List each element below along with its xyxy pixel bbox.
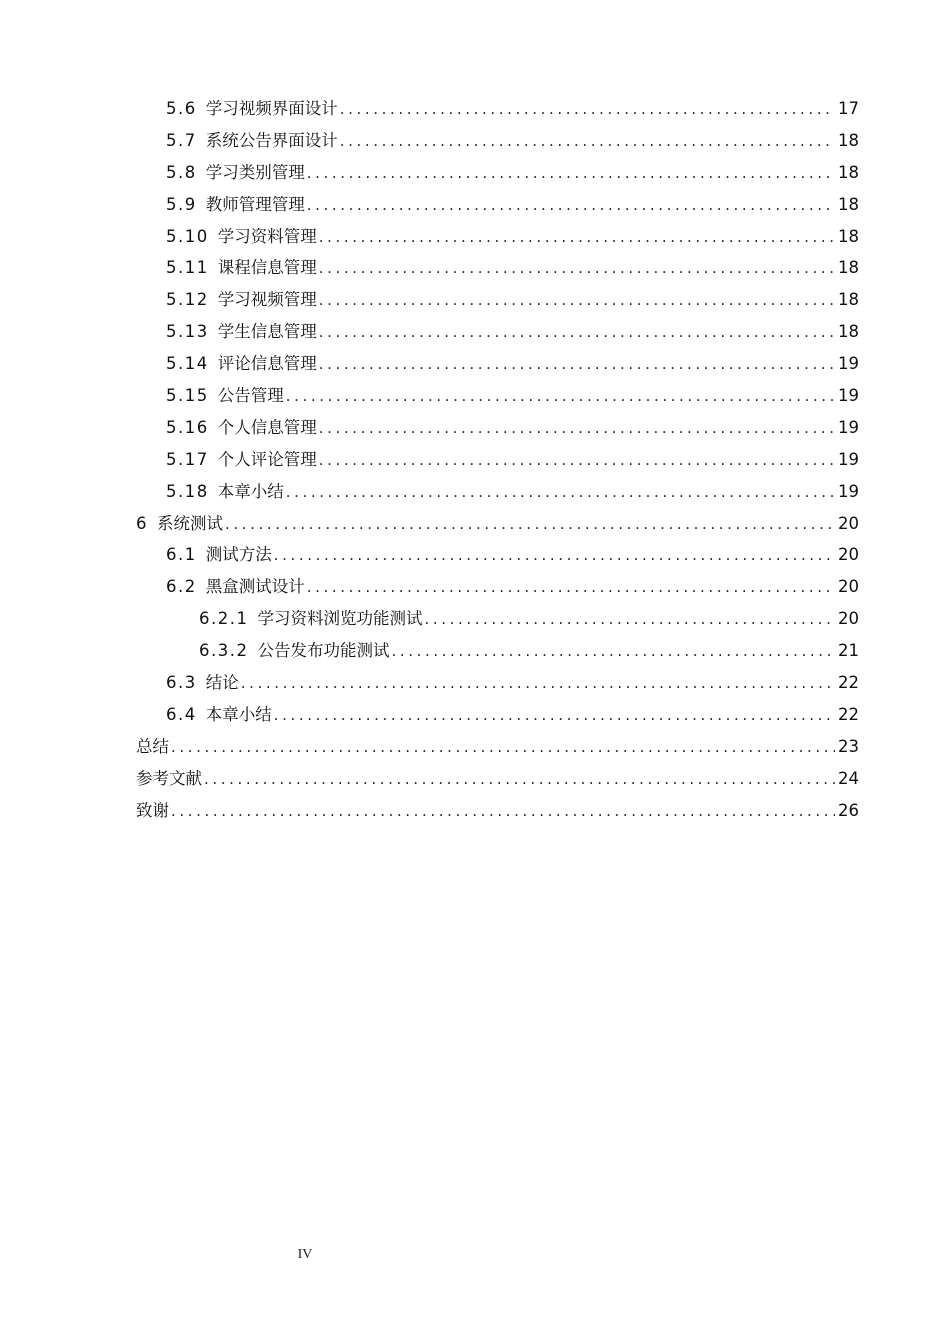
toc-entry[interactable] bbox=[0, 731, 950, 763]
toc-entry-number: 5.15 bbox=[166, 386, 209, 406]
toc-entry[interactable] bbox=[0, 284, 950, 316]
toc-entry-title: 学习资料浏览功能测试 bbox=[257, 609, 423, 629]
toc-entry-number: 6.1 bbox=[166, 545, 197, 565]
toc-entry-page-number: 22 bbox=[838, 704, 859, 724]
toc-entry-number: 6.2.1 bbox=[199, 609, 249, 629]
toc-entry-number: 5.14 bbox=[166, 354, 209, 374]
toc-entry-number: 5.16 bbox=[166, 417, 209, 437]
toc-entry-number: 6.2 bbox=[166, 577, 197, 597]
toc-entry-page-number: 18 bbox=[838, 162, 859, 182]
toc-entry-title: 公告管理 bbox=[217, 386, 284, 406]
toc-entry-title: 本章小结 bbox=[205, 704, 272, 724]
toc-entry[interactable] bbox=[0, 444, 950, 476]
toc-entry[interactable] bbox=[0, 412, 950, 444]
toc-entry-page-number: 19 bbox=[838, 449, 859, 469]
toc-entry-page-number: 17 bbox=[838, 99, 859, 118]
toc-entry-page-number: 23 bbox=[838, 736, 859, 756]
toc-dot-leader bbox=[422, 604, 835, 636]
toc-dot-leader bbox=[389, 636, 835, 668]
toc-entry-title: 学生信息管理 bbox=[217, 322, 317, 342]
toc-dot-leader bbox=[202, 764, 835, 796]
toc-entry-title: 公告发布功能测试 bbox=[257, 641, 390, 661]
toc-entry-number: 6 bbox=[136, 513, 148, 533]
toc-dot-leader bbox=[317, 253, 835, 285]
toc-entry-title: 个人信息管理 bbox=[217, 417, 317, 437]
toc-entry-page-number: 18 bbox=[838, 290, 859, 310]
toc-entry[interactable] bbox=[0, 476, 950, 508]
toc-entry-page-number: 19 bbox=[838, 417, 859, 437]
toc-entry-number: 6.3.2 bbox=[199, 641, 249, 661]
toc-entry[interactable] bbox=[0, 93, 950, 125]
toc-entry-number: 5.11 bbox=[166, 258, 209, 278]
toc-entry-title: 系统公告界面设计 bbox=[205, 130, 338, 150]
toc-entry-number: 5.12 bbox=[166, 290, 209, 310]
toc-entry-page-number: 19 bbox=[838, 386, 859, 406]
toc-entry[interactable] bbox=[0, 189, 950, 221]
toc-entry-number: 5.17 bbox=[166, 449, 209, 469]
toc-entry-number: 5.18 bbox=[166, 481, 209, 501]
toc-dot-leader bbox=[305, 190, 835, 222]
toc-dot-leader bbox=[284, 381, 835, 413]
toc-entry[interactable] bbox=[0, 571, 950, 603]
toc-entry-number: 5.6 bbox=[166, 99, 197, 118]
toc-entry[interactable] bbox=[0, 667, 950, 699]
toc-entry[interactable] bbox=[0, 157, 950, 189]
toc-entry-title: 个人评论管理 bbox=[217, 449, 317, 469]
toc-entry-title: 系统测试 bbox=[157, 513, 223, 533]
toc-entry-title: 黑盒测试设计 bbox=[205, 577, 305, 597]
toc-entry-number: 5.9 bbox=[166, 194, 197, 214]
toc-dot-leader bbox=[169, 796, 835, 828]
toc-entry-number: 6.3 bbox=[166, 673, 197, 693]
toc-entry-page-number: 19 bbox=[838, 481, 859, 501]
toc-dot-leader bbox=[317, 413, 835, 445]
toc-entry[interactable] bbox=[0, 763, 950, 795]
toc-dot-leader bbox=[317, 317, 835, 349]
toc-entry-title: 致谢 bbox=[136, 800, 169, 820]
toc-entry-page-number: 22 bbox=[838, 673, 859, 693]
toc-entry-page-number: 26 bbox=[838, 800, 859, 820]
toc-entry-title: 课程信息管理 bbox=[217, 258, 317, 278]
toc-entry-page-number: 20 bbox=[838, 545, 859, 565]
toc-entry[interactable] bbox=[0, 508, 950, 540]
toc-dot-leader bbox=[272, 540, 835, 572]
toc-entry[interactable] bbox=[0, 252, 950, 284]
toc-entry-page-number: 18 bbox=[838, 258, 859, 278]
toc-dot-leader bbox=[338, 126, 835, 158]
toc-entry-number: 5.8 bbox=[166, 162, 197, 182]
toc-dot-leader bbox=[317, 285, 835, 317]
toc-entry-title: 总结 bbox=[136, 736, 169, 756]
toc-entry[interactable] bbox=[0, 539, 950, 571]
toc-entry-page-number: 20 bbox=[838, 609, 859, 629]
toc-entry-title: 测试方法 bbox=[205, 545, 272, 565]
toc-entry[interactable] bbox=[0, 125, 950, 157]
toc-entry[interactable] bbox=[0, 348, 950, 380]
toc-dot-leader bbox=[239, 668, 835, 700]
toc-entry-number: 5.10 bbox=[166, 226, 209, 246]
toc-dot-leader bbox=[317, 222, 835, 254]
toc-entry-page-number: 18 bbox=[838, 194, 859, 214]
toc-entry-page-number: 19 bbox=[838, 354, 859, 374]
table-of-contents bbox=[0, 93, 950, 826]
toc-entry-number: 5.7 bbox=[166, 130, 197, 150]
toc-entry[interactable] bbox=[0, 221, 950, 253]
toc-entry-page-number: 20 bbox=[838, 513, 859, 533]
toc-entry-title: 学习视频界面设计 bbox=[205, 99, 338, 118]
toc-entry[interactable] bbox=[0, 380, 950, 412]
toc-dot-leader bbox=[272, 700, 835, 732]
toc-dot-leader bbox=[169, 732, 835, 764]
toc-entry-title: 本章小结 bbox=[217, 481, 284, 501]
toc-entry-page-number: 18 bbox=[838, 322, 859, 342]
toc-entry[interactable] bbox=[0, 635, 950, 667]
toc-entry-page-number: 24 bbox=[838, 768, 859, 788]
toc-dot-leader bbox=[317, 445, 835, 477]
toc-dot-leader bbox=[305, 158, 835, 190]
toc-entry[interactable] bbox=[0, 603, 950, 635]
toc-entry-title: 教师管理管理 bbox=[205, 194, 305, 214]
toc-dot-leader bbox=[223, 509, 835, 541]
toc-entry-title: 结论 bbox=[205, 673, 239, 693]
toc-entry-title: 参考文献 bbox=[136, 768, 202, 788]
toc-dot-leader bbox=[284, 477, 835, 509]
toc-dot-leader bbox=[338, 94, 835, 126]
page-number: IV bbox=[297, 1247, 313, 1262]
toc-entry[interactable] bbox=[0, 699, 950, 731]
toc-dot-leader bbox=[305, 572, 835, 604]
toc-entry[interactable] bbox=[0, 795, 950, 827]
toc-entry-title: 学习视频管理 bbox=[217, 290, 317, 310]
toc-entry-title: 学习类别管理 bbox=[205, 162, 305, 182]
toc-entry-page-number: 18 bbox=[838, 130, 859, 150]
toc-entry-title: 评论信息管理 bbox=[217, 354, 317, 374]
toc-entry-title: 学习资料管理 bbox=[217, 226, 317, 246]
toc-entry[interactable] bbox=[0, 316, 950, 348]
toc-entry-number: 5.13 bbox=[166, 322, 209, 342]
toc-dot-leader bbox=[317, 349, 835, 381]
toc-entry-page-number: 21 bbox=[838, 641, 859, 661]
toc-entry-page-number: 20 bbox=[838, 577, 859, 597]
toc-entry-number: 6.4 bbox=[166, 704, 197, 724]
toc-entry-page-number: 18 bbox=[838, 226, 859, 246]
